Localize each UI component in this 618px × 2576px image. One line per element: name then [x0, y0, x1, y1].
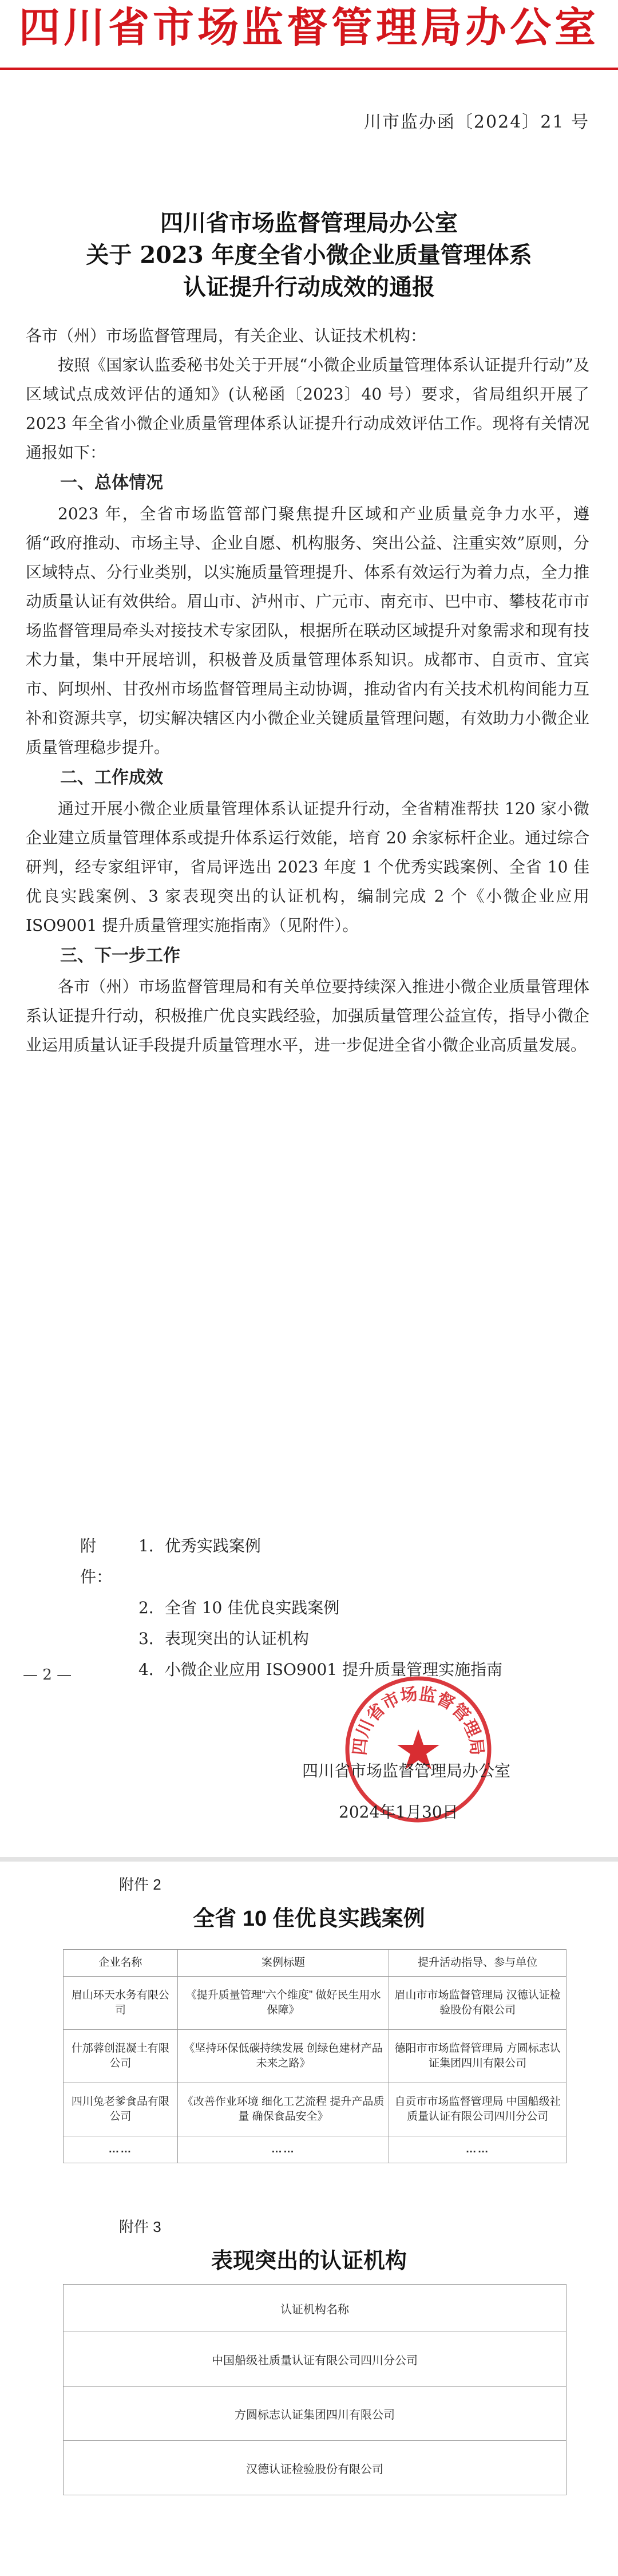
- column-header: 认证机构名称: [64, 2285, 566, 2332]
- table-cell: 眉山市市场监督管理局 汉德认证检验股份有限公司: [389, 1977, 566, 2030]
- table-cell: 自贡市市场监督管理局 中国船级社质量认证有限公司四川分公司: [389, 2083, 566, 2136]
- section-2-heading: 二、工作成效: [60, 768, 163, 788]
- document-number: 川市监办函〔2024〕21 号: [363, 112, 589, 132]
- table-row: [64, 2332, 566, 2387]
- column-header: 案例标题: [177, 1950, 389, 1977]
- title-line-1: 四川省市场监督管理局办公室: [160, 210, 458, 236]
- document-body: [26, 321, 589, 1060]
- attachment-row: [80, 1593, 595, 1623]
- ellipsis-cell: ……: [389, 2136, 566, 2163]
- section-1-paragraph: 2023 年，全省市场监管部门聚焦提升区域和产业质量竞争力水平，遵循“政府推动、市场主导、企业自愿、机构服务、突出公益、注重实效”原则，分区域特点、分行业类别，以实施质量管理提升、体系有效运行为着力点，全力推动质量认证有效供给。眉山市、泸州市、广元市、南充市、巴中市、攀枝花市市场监督管理局牵头对接技术专家团队，根据所在联动区域提升对象需求和现有技术力量，集中开展培训，积极普及质量管理体系知识。成都市、自贡市、宜宾市、阿坝州、甘孜州市场监督管理局主动协调，推动省内有关技术机构间能力互补和资源共享，切实解决辖区内小微企业关键质量管理问题，有效助力小微企业质量管理稳步提升。: [26, 504, 589, 757]
- table-row: [64, 2083, 566, 2136]
- table-cell: 中国船级社质量认证有限公司四川分公司: [64, 2332, 566, 2387]
- table-cell: 眉山环天水务有限公司: [64, 1977, 178, 2030]
- table-cell: 《提升质量管理“六个维度” 做好民生用水保障》: [177, 1977, 389, 2030]
- column-header: 企业名称: [64, 1950, 178, 1977]
- table-row: [64, 1977, 566, 2030]
- title-line-3: 认证提升行动成效的通报: [183, 274, 435, 301]
- attachment-label: 附件：: [80, 1536, 113, 1586]
- attachment-row: [80, 1531, 595, 1593]
- attachment-item: 2．全省 10 佳优良实践案例: [138, 1598, 340, 1617]
- table-header-row: [64, 1950, 566, 1977]
- attachment-item: 4．小微企业应用 ISO9001 提升质量管理实施指南: [138, 1660, 503, 1679]
- certification-bodies-table: [63, 2284, 566, 2495]
- table-cell: 方圆标志认证集团四川有限公司: [64, 2387, 566, 2441]
- page-number: — 2 —: [23, 1666, 72, 1684]
- attachment-row: [80, 1654, 595, 1685]
- annex-3-title: 表现突出的认证机构: [211, 2249, 407, 2273]
- page-separator: [0, 1857, 618, 1862]
- section-3-paragraph: 各市（州）市场监督管理局和有关单位要持续深入推进小微企业质量管理体系认证提升行动，积极推广优良实践经验，加强质量管理公益宣传，指导小微企业运用质量认证手段提升质量管理水平，进一步促进全省小微企业高质量发展。: [26, 977, 589, 1054]
- table-row: [64, 2441, 566, 2495]
- table-header-row: [64, 2285, 566, 2332]
- excellent-cases-table: [63, 1949, 566, 2163]
- table-cell: 德阳市市场监督管理局 方圆标志认证集团四川有限公司: [389, 2030, 566, 2083]
- salutation: 各市（州）市场监督管理局，有关企业、认证技术机构：: [26, 326, 427, 345]
- table-row: [64, 2387, 566, 2441]
- title-line-2: 关于 2023 年度全省小微企业质量管理体系: [86, 242, 532, 268]
- section-1-heading: 一、总体情况: [60, 473, 163, 493]
- table-cell: 汉德认证检验股份有限公司: [64, 2441, 566, 2495]
- table-row: [64, 2030, 566, 2083]
- seal-text: 四川省市场监督管理局: [350, 1684, 487, 1756]
- header-red-rule: [0, 68, 618, 70]
- annex-2-label: 附件 2: [119, 1876, 161, 1893]
- org-header: 四川省市场监督管理局办公室: [18, 3, 599, 52]
- table-cell: 《改善作业环境 细化工艺流程 提升产品质量 确保食品安全》: [177, 2083, 389, 2136]
- ellipsis-cell: ……: [64, 2136, 178, 2163]
- signature-date: 2024年1月30日: [339, 1803, 458, 1822]
- table-cell: 《坚持环保低碳持续发展 创绿色建材产品未来之路》: [177, 2030, 389, 2083]
- annex-2-title: 全省 10 佳优良实践案例: [193, 1907, 425, 1931]
- document-title: [0, 207, 618, 303]
- attachment-list: [80, 1531, 595, 1685]
- column-header: 提升活动指导、参与单位: [389, 1950, 566, 1977]
- table-cell: 什邡蓉创混凝土有限公司: [64, 2030, 178, 2083]
- ellipsis-cell: ……: [177, 2136, 389, 2163]
- section-2-paragraph: 通过开展小微企业质量管理体系认证提升行动，全省精准帮扶 120 家小微企业建立质量管理体系或提升体系运行效能，培育 20 余家标杆企业。通过综合研判，经专家组评审，省局评选出 2023 年度 1 个优秀实践案例、全省 10 佳优良实践案例、3 家表现突出的认证机构，编制完成 2 个《小微企业应用 ISO9001 提升质量管理实施指南》（见附件）。: [26, 799, 589, 935]
- signature-org: 四川省市场监督管理局办公室: [302, 1761, 511, 1780]
- attachment-row: [80, 1623, 595, 1654]
- annex-3-label: 附件 3: [119, 2218, 161, 2235]
- attachment-item: 3．表现突出的认证机构: [138, 1629, 309, 1648]
- attachment-item: 1．优秀实践案例: [138, 1536, 261, 1555]
- table-cell: 四川兔老爹食品有限公司: [64, 2083, 178, 2136]
- section-3-heading: 三、下一步工作: [60, 946, 180, 966]
- table-row: [64, 2136, 566, 2163]
- intro-paragraph: 按照《国家认监委秘书处关于开展“小微企业质量管理体系认证提升行动”及区域试点成效评估的通知》(认秘函〔2023〕40 号）要求，省局组织开展了 2023 年全省小微企业质量管理体系认证提升行动成效评估工作。现将有关情况通报如下：: [26, 355, 589, 462]
